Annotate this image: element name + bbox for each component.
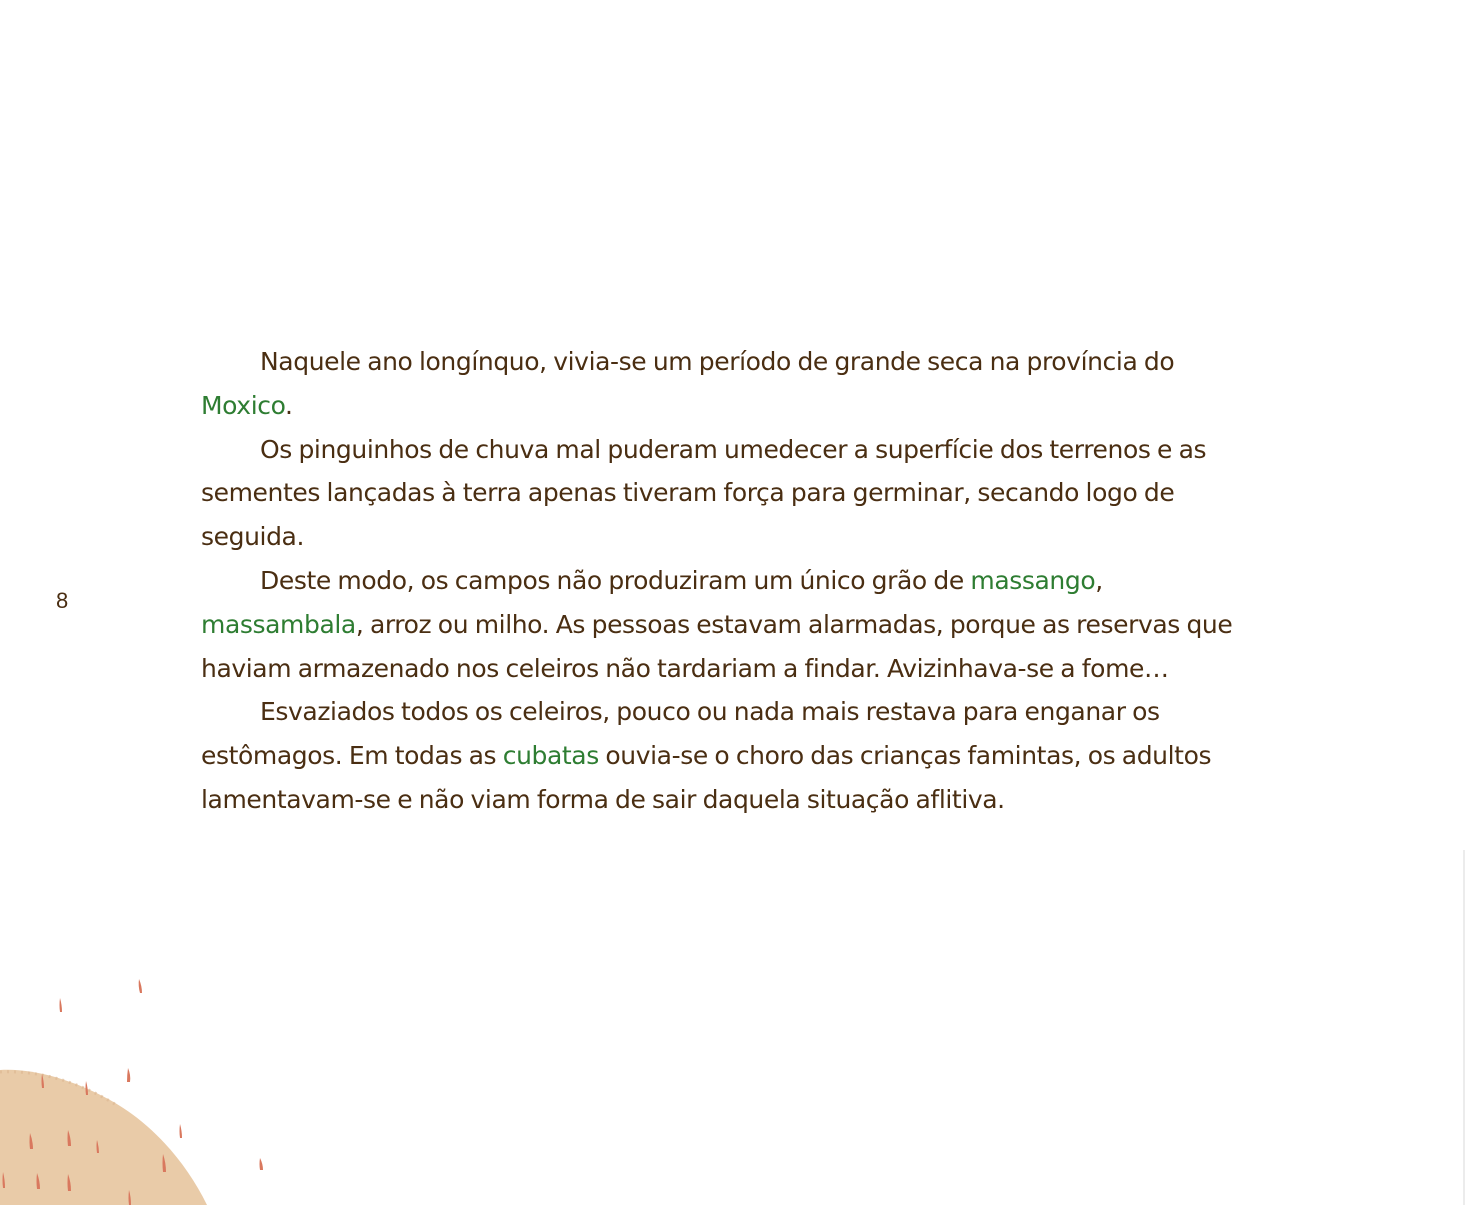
glossary-term: massango bbox=[970, 565, 1096, 595]
paragraph-text: ouvia-se o choro das crianças famintas, os adultos lamentavam-se e não viam forma de sair daquela situação aflitiva. bbox=[201, 741, 1212, 814]
rain-mark bbox=[139, 979, 142, 993]
glossary-term: massambala bbox=[201, 609, 356, 639]
rain-mark bbox=[127, 1068, 130, 1082]
paragraph-text: Esvaziados todos os celeiros, pouco ou nada mais restava para enganar os estômagos. Em todas as bbox=[201, 697, 1160, 771]
paragraph-text: Os pinguinhos de chuva mal puderam umedecer a superfície dos terrenos e as sementes lançadas à terra apenas tiveram força para germinar, secando logo de seguida. bbox=[201, 434, 1207, 552]
page-number: 8 bbox=[56, 588, 69, 613]
story-paragraph bbox=[201, 340, 1241, 428]
paragraph-text: , bbox=[1095, 565, 1103, 595]
paragraph-text: Deste modo, os campos não produziram um único grão de bbox=[260, 565, 971, 595]
story-text bbox=[201, 340, 1241, 822]
glossary-term: Moxico bbox=[201, 390, 286, 420]
rain-mark bbox=[260, 1158, 264, 1170]
rain-mark bbox=[180, 1124, 183, 1138]
story-paragraph bbox=[201, 559, 1241, 690]
glossary-term: cubatas bbox=[502, 741, 599, 771]
paragraph-text: , arroz ou milho. As pessoas estavam alarmadas, porque as reservas que haviam armazenado nos celeiros não tardariam a findar. Avizinhava-se a fome… bbox=[201, 609, 1233, 683]
decorative-illustration bbox=[0, 960, 300, 1205]
rain-mark bbox=[86, 1081, 89, 1095]
paragraph-text: Naquele ano longínquo, vivia-se um período de grande seca na província do bbox=[260, 347, 1175, 376]
story-paragraph bbox=[201, 428, 1241, 559]
rain-mark bbox=[60, 998, 63, 1012]
story-paragraph bbox=[201, 690, 1241, 821]
paragraph-text: . bbox=[285, 390, 293, 420]
